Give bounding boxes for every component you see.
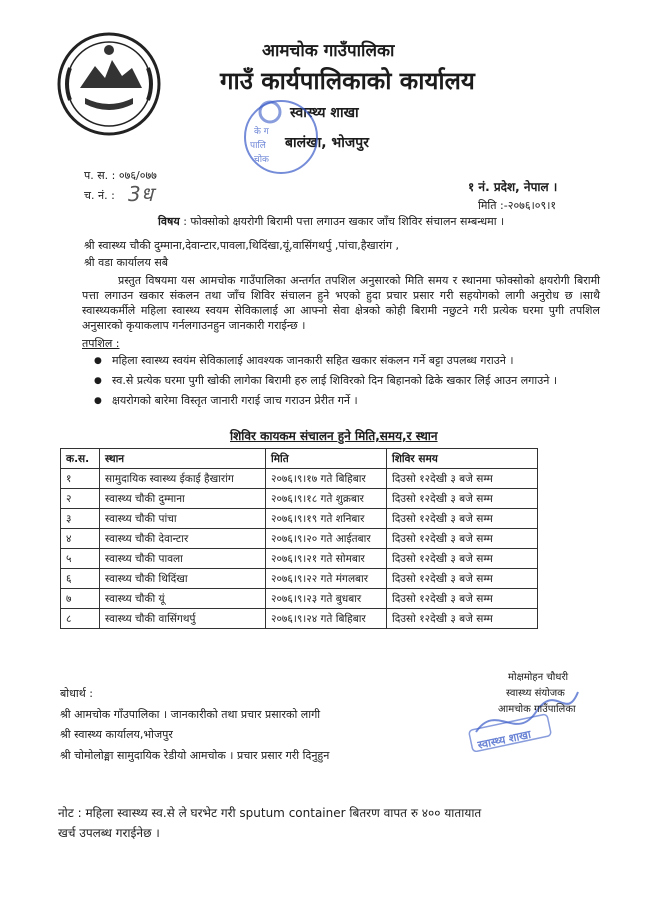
signatory-org: आमचोक गाउँपालिका [498,704,576,715]
list-item: ● महिला स्वास्थ्य स्वयंम सेविकालाई आवश्यक जानकारी सहित खकार संकलन गर्ने बट्टा उपलब्ध गराउने । [92,354,622,368]
table-row [61,469,538,489]
table-row [61,569,538,589]
bodhartha-label: बोधार्थ : [60,687,93,700]
cell-date: २०७६।९।२३ गते बुधबार [266,589,387,609]
cell-date: २०७६।९।२१ गते सोमबार [266,549,387,569]
svg-text:के ग: के ग [254,127,269,137]
header-cell: स्थान [100,449,266,469]
table-row [61,529,538,549]
cell-sn: ५ [61,549,100,569]
table-row [61,589,538,609]
recipients-line-2: श्री वडा कार्यालय सबै [84,256,169,269]
table-header-row [61,449,538,469]
svg-text:पालि: पालि [250,141,266,151]
signatory-role: स्वास्थ्य संयोजक [506,688,565,699]
chalani-number: 3ध [128,182,154,206]
cell-time: दिउसो १२देखी ३ बजे सम्म [387,549,538,569]
stamp-text: स्वास्थ्य शाखा [476,727,532,752]
cell-time: दिउसो १२देखी ३ बजे सम्म [387,589,538,609]
cell-sn: ७ [61,589,100,609]
cell-place: स्वास्थ्य चौकी यूं [100,589,266,609]
cell-time: दिउसो १२देखी ३ बजे सम्म [387,489,538,509]
subject-label: विषय [158,215,180,228]
cell-date: २०७६।९।२४ गते बिहिबार [266,609,387,629]
section-name: स्वास्थ्य शाखा [290,105,359,121]
nepal-emblem-icon [50,28,168,140]
cell-date: २०७६।९।२२ गते मंगलबार [266,569,387,589]
tapsil-heading: तपशिल : [82,337,120,350]
cell-sn: १ [61,469,100,489]
signatory-name: मोक्षमोहन चौधरी [508,672,569,683]
table-row [61,489,538,509]
chalani-label: च. नं. : [84,189,115,202]
cell-place: सामुदायिक स्वास्थ्य ईकाई हैखारांग [100,469,266,489]
cell-place: स्वास्थ्य चौकी वासिंगथर्पु [100,609,266,629]
cell-date: २०७६।९।१७ गते बिहिबार [266,469,387,489]
cell-sn: ८ [61,609,100,629]
cell-time: दिउसो १२देखी ३ बजे सम्म [387,609,538,629]
table-row [61,609,538,629]
letter-date: मिति :-२०७६।०९।१ [478,199,557,212]
note-line-1: नोट : महिला स्वास्थ्य स्व.से ले घरभेट गरी sputum container बितरण वापत रु ४०० यातायात [58,806,482,820]
patra-sankhya: प. स. : ०७६/०७७ [84,169,157,182]
cell-sn: ४ [61,529,100,549]
list-item: ● स्व.से प्रत्येक घरमा पुगी खोकी लागेका बिरामी हरु लाई शिविरको दिन बिहानको ढिके खकार लिई आउन लगाउने । [92,374,622,388]
cell-place: स्वास्थ्य चौकी थिदिंखा [100,569,266,589]
svg-text:चोक: चोक [254,155,269,165]
cell-place: स्वास्थ्य चौकी देवान्टार [100,529,266,549]
table-row [61,549,538,569]
subject-line [158,214,504,229]
cell-date: २०७६।९।१८ गते शुक्रबार [266,489,387,509]
recipients-line-1: श्री स्वास्थ्य चौकी दुम्माना,देवान्टार,पावला,थिदिंखा,यूं,वासिंगथर्पु ,पांचा,हैखारांग , [84,239,400,252]
header-cell: क.स. [61,449,100,469]
cell-place: स्वास्थ्य चौकी पावला [100,549,266,569]
cell-place: स्वास्थ्य चौकी पांचा [100,509,266,529]
body-paragraph: प्रस्तुत विषयमा यस आमचोक गाउँपालिका अन्तर्गत तपशिल अनुसारको मिति समय र स्थानमा फोक्सोको क्षयरोगी बिरामी पत्ता लगाउन खकार संकलन तथा जाँच शिविर संचालन हुने भएको हुदा प्रचार प्रसार गरी सहयोगको लागी अनुरोध छ ।साथै स्वास्थ्यकर्मीले महिला स्वास्थ्य स्वयम सेविकालाई आ आफ्नो सेवा क्षेत्रको कोही बिरामी नछुटने गरी प्रत्येक घरमा पुगी तपशिल अनुसारको कृयाकलाप गर्नलगाउनहुन जानकारी गराईन्छ । [82,274,600,332]
province-text: १ नं. प्रदेश, नेपाल । [468,180,558,194]
instruction-list [92,354,622,414]
bodhartha-line: श्री आमचोक गाँउपालिका । जानकारीको तथा प्रचार प्रसारको लागी [60,708,321,721]
bodhartha-line: श्री चोमोलोङ्मा सामुदायिक रेडीयो आमचोक । प्रचार प्रसार गरी दिनुहुन [60,749,330,762]
cell-time: दिउसो १२देखी ३ बजे सम्म [387,509,538,529]
cell-sn: ६ [61,569,100,589]
note-line-2: खर्च उपलब्ध गराईनेछ । [58,826,160,840]
list-item: ● क्षयरोगको बारेमा विस्तृत जानारी गराई जाच गराउन प्रेरीत गर्ने । [92,394,622,408]
cell-sn: २ [61,489,100,509]
header-cell: शिविर समय [387,449,538,469]
header-cell: मिति [266,449,387,469]
cell-place: स्वास्थ्य चौकी दुम्माना [100,489,266,509]
cell-time: दिउसो १२देखी ३ बजे सम्म [387,569,538,589]
cell-date: २०७६।९।१९ गते शनिबार [266,509,387,529]
table-title: शिविर कायकम संचालन हुने मिति,समय,र स्थान [230,429,438,443]
bodhartha-line: श्री स्वास्थ्य कार्यालय,भोजपुर [60,728,173,741]
subject-text: : फोक्सोको क्षयरोगी बिरामी पत्ता लगाउन खकार जाँच शिविर संचालन सम्बन्धमा । [183,215,505,228]
office-stamp-icon [240,92,322,182]
cell-time: दिउसो १२देखी ३ बजे सम्म [387,529,538,549]
office-address: बालंखा, भोजपुर [285,135,369,151]
office-name: गाउँ कार्यपालिकाको कार्यालय [220,67,475,95]
schedule-table [60,448,538,629]
cell-sn: ३ [61,509,100,529]
table-row [61,509,538,529]
cell-time: दिउसो १२देखी ३ बजे सम्म [387,469,538,489]
municipality-name: आमचोक गाउँपालिका [262,41,395,61]
cell-date: २०७६।९।२० गते आईतबार [266,529,387,549]
